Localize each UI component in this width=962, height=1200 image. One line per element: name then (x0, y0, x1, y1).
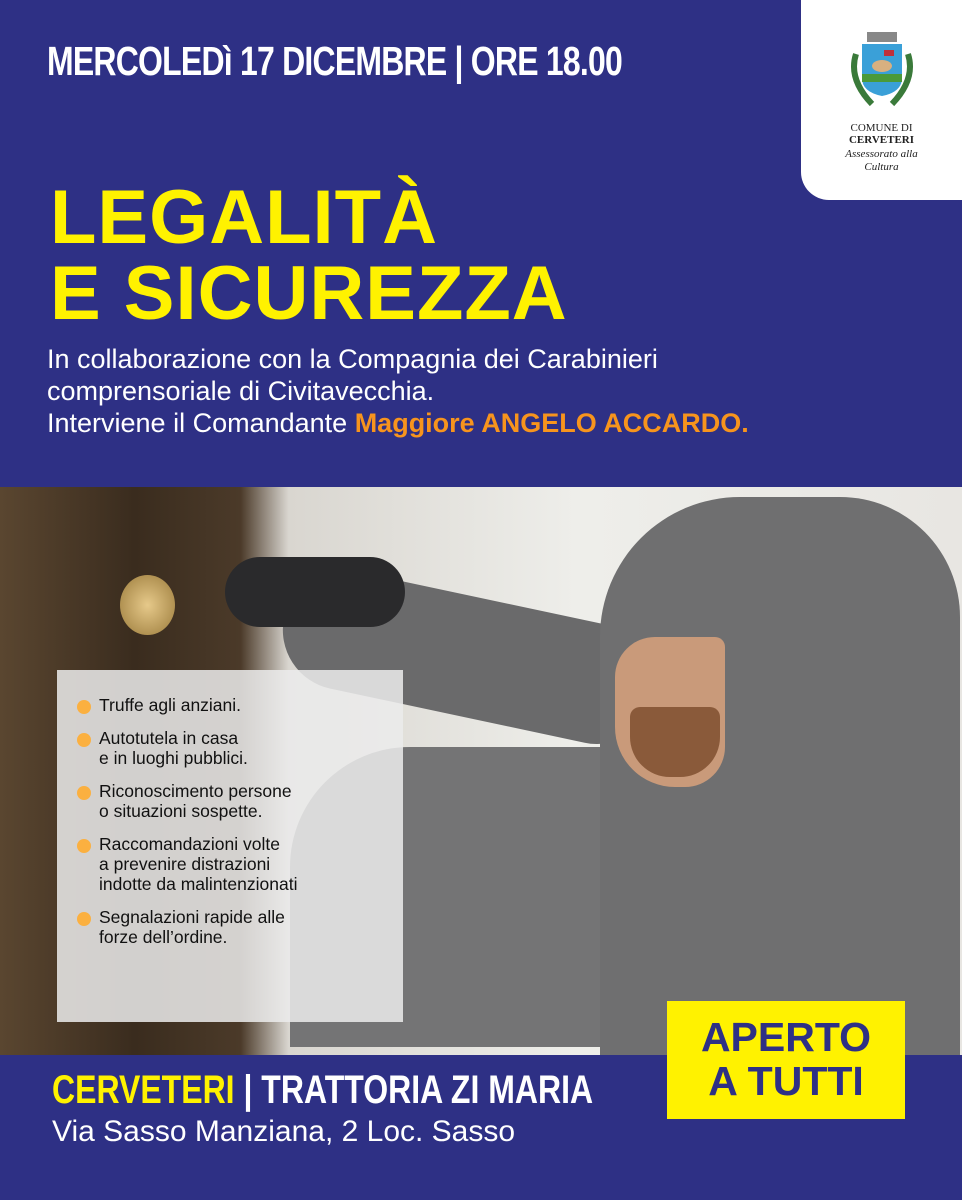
bullet-icon (77, 786, 91, 800)
open-to-all-badge (667, 1001, 905, 1119)
logo-line: Assessorato alla (845, 148, 918, 160)
bullet-icon (77, 700, 91, 714)
badge-line: A TUTTI (708, 1058, 864, 1104)
venue (52, 1068, 593, 1113)
badge-line: APERTO (700, 1014, 872, 1060)
logo-line: CERVETERI (848, 134, 915, 146)
topic-text: o situazioni sospette. (99, 801, 263, 821)
photo-beard (630, 707, 720, 777)
subtitle-line: Interviene il Comandante (47, 408, 355, 438)
logo-line: Cultura (864, 161, 899, 173)
topic-text: a prevenire distrazioni (99, 854, 271, 874)
venue-separator: | (234, 1068, 262, 1112)
photo-glove (225, 557, 405, 627)
title-line: LEGALITÀ (50, 175, 438, 260)
bullet-icon (77, 912, 91, 926)
bullet-icon (77, 733, 91, 747)
topic-item (77, 907, 403, 947)
topic-item (77, 834, 403, 894)
logo-line: COMUNE DI (850, 122, 913, 134)
topic-item (77, 781, 403, 821)
topic-text: indotte da malintenzionati (99, 874, 298, 894)
door-lock (120, 575, 175, 635)
subtitle-line: In collaborazione con la Compagnia dei Carabinieri (47, 344, 658, 374)
event-date: MERCOLEDì 17 DICEMBRE | ORE 18.00 (47, 38, 622, 84)
topic-text: Autotutela in casa (99, 728, 239, 748)
title-line: E SICUREZZA (50, 251, 568, 336)
bullet-icon (77, 839, 91, 853)
venue-address: Via Sasso Manziana, 2 Loc. Sasso (52, 1115, 516, 1148)
speaker-name: Maggiore ANGELO ACCARDO. (354, 408, 749, 438)
topic-text: Riconoscimento persone (99, 781, 292, 801)
coat-of-arms-icon (842, 30, 922, 118)
municipality-logo (801, 0, 962, 200)
topic-item (77, 695, 403, 715)
topic-item (77, 728, 403, 768)
event-subtitle (47, 343, 749, 439)
topic-text: Segnalazioni rapide alle (99, 907, 285, 927)
topics-list (57, 670, 403, 1022)
venue-city: CERVETERI (52, 1068, 235, 1112)
venue-place: TRATTORIA ZI MARIA (261, 1068, 594, 1112)
topic-text: forze dell’ordine. (99, 927, 228, 947)
topic-text: Raccomandazioni volte (99, 834, 280, 854)
topic-text: Truffe agli anziani. (99, 695, 242, 715)
event-title (50, 175, 568, 336)
topic-text: e in luoghi pubblici. (99, 748, 248, 768)
subtitle-line: comprensoriale di Civitavecchia. (47, 376, 435, 406)
